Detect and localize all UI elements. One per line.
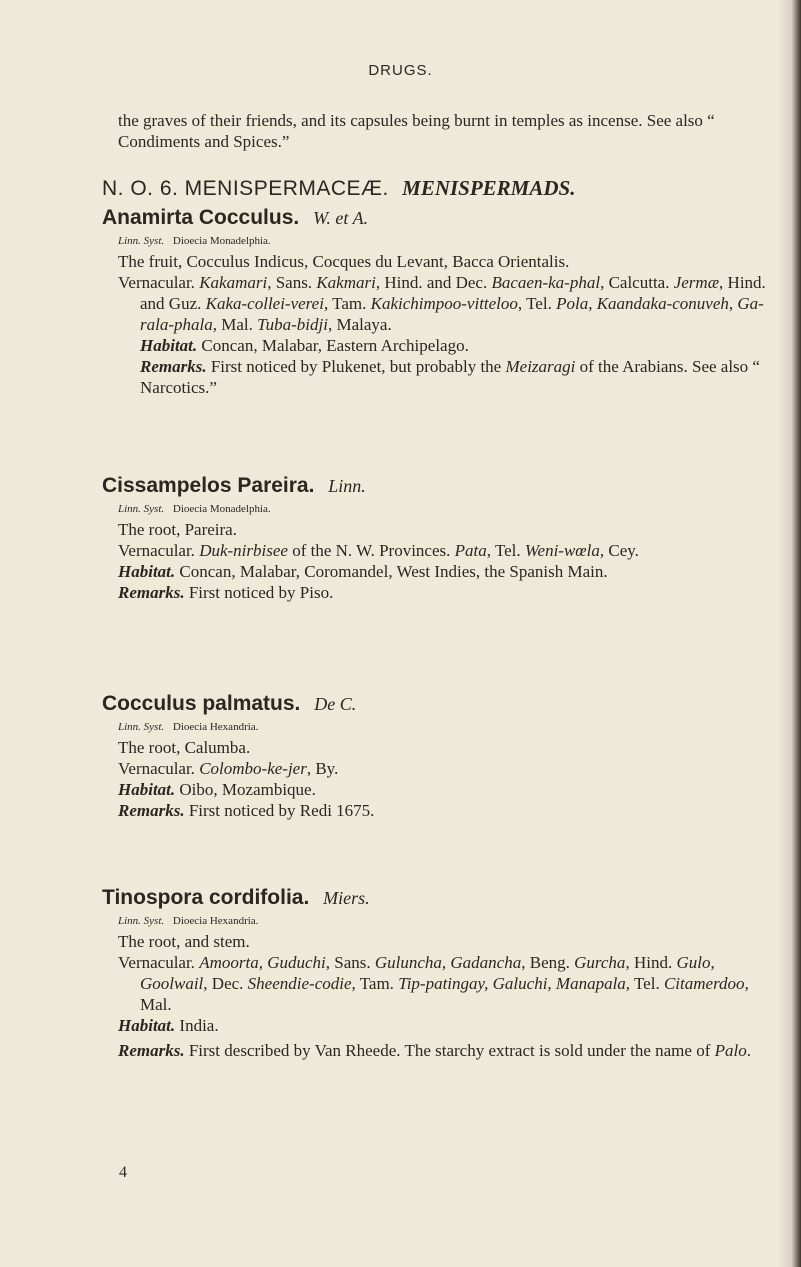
intro-paragraph: the graves of their friends, and its capsules being burnt in temples as incense. See also “ Condiments and Spices.” — [118, 111, 715, 151]
vernacular-names — [199, 759, 338, 778]
habitat-line — [118, 1015, 768, 1036]
part-used: The root, Pareira. — [118, 520, 237, 539]
text-run: , Tam. — [323, 294, 371, 313]
habitat-value: Oibo, Mozambique. — [179, 780, 316, 799]
linn-label: Linn. Syst. — [118, 503, 165, 515]
drug-entry — [102, 474, 768, 603]
text-run: Bacaen-ka-phal — [491, 273, 601, 292]
habitat-line — [118, 779, 768, 800]
species-name: Anamirta Cocculus. — [102, 206, 300, 229]
text-run: , Sans. — [325, 953, 375, 972]
text-run: , Cey. — [599, 541, 639, 560]
drug-entry — [102, 886, 768, 1061]
text-run: , Tel. — [517, 294, 557, 313]
linnaean-system — [118, 915, 768, 927]
text-run: , By. — [306, 759, 339, 778]
remarks-text — [189, 1041, 751, 1060]
entry-title — [102, 474, 768, 498]
linnaean-system — [118, 503, 768, 515]
text-run: , — [588, 294, 597, 313]
linn-value: Dioecia Hexandria. — [172, 915, 259, 927]
text-run: , Sans. — [267, 273, 317, 292]
text-run: Kakichimpoo-vitteloo — [370, 294, 518, 313]
text-run: , Malaya. — [327, 315, 392, 334]
text-run: Meizaragi — [505, 357, 576, 376]
text-run: Jermæ — [673, 273, 720, 292]
text-run: Kaka-collei-verei — [205, 294, 324, 313]
remarks-line — [118, 582, 768, 603]
remarks-line — [118, 356, 768, 398]
remarks-text — [189, 801, 375, 820]
text-run: , Tam. — [351, 974, 399, 993]
linn-label: Linn. Syst. — [118, 235, 165, 247]
remarks-line — [118, 800, 768, 821]
text-run: , Calcutta. — [600, 273, 674, 292]
text-run: Colombo-ke-jer — [199, 759, 307, 778]
text-run: , Hind. and Dec. — [375, 273, 492, 292]
linn-value: Dioecia Monadelphia. — [172, 235, 271, 247]
remarks-text — [189, 583, 334, 602]
running-head: DRUGS. — [368, 62, 433, 79]
remarks-text — [140, 357, 760, 397]
vernacular-line — [118, 758, 768, 779]
text-run: , Hind. — [625, 953, 677, 972]
entry-title — [102, 886, 768, 910]
text-run: First described by Van Rheede. The starchy extract is sold under the name of — [188, 1041, 715, 1060]
text-run: , — [728, 294, 738, 313]
text-run: First noticed by Plukenet, but probably the — [210, 357, 506, 376]
text-run: , Mal. — [140, 974, 749, 1014]
linnaean-system — [118, 721, 768, 733]
linn-label: Linn. Syst. — [118, 721, 165, 733]
vernacular-label: Vernacular. — [118, 273, 195, 292]
species-name: Cissampelos Pareira. — [102, 474, 315, 497]
habitat-label: Habitat. — [118, 780, 176, 799]
part-used: The root, and stem. — [118, 932, 250, 951]
text-run: Citamerdoo — [663, 974, 745, 993]
species-author: W. et A. — [313, 208, 369, 228]
text-run: Duk-nirbisee — [199, 541, 288, 560]
linnaean-system — [118, 235, 768, 247]
text-run: First noticed by Piso. — [188, 583, 334, 602]
vernacular-label: Vernacular. — [118, 541, 195, 560]
text-run: , Beng. — [521, 953, 575, 972]
text-run: Kaandaka-conuveh — [596, 294, 729, 313]
text-run: Tuba-bidji — [257, 315, 328, 334]
text-run: of the N. W. Provinces. — [287, 541, 455, 560]
text-run: . — [746, 1041, 751, 1060]
text-run: Amoorta, Guduchi — [199, 953, 326, 972]
drug-entry — [102, 692, 768, 821]
text-run: Sheendie-codie — [247, 974, 352, 993]
species-name: Cocculus palmatus. — [102, 692, 301, 715]
vernacular-line — [118, 540, 768, 561]
habitat-value: Concan, Malabar, Coromandel, West Indies, the Spanish Main. — [179, 562, 608, 581]
habitat-line — [118, 335, 768, 356]
vernacular-label: Vernacular. — [118, 953, 195, 972]
habitat-label: Habitat. — [118, 562, 176, 581]
remarks-label: Remarks. — [140, 357, 207, 376]
text-run: , Dec. — [203, 974, 248, 993]
vernacular-names — [140, 953, 749, 1014]
drug-entry — [102, 206, 768, 398]
remarks-line — [118, 1040, 768, 1061]
text-run: , Mal. — [212, 315, 258, 334]
species-author: De C. — [314, 694, 357, 714]
habitat-label: Habitat. — [118, 1016, 176, 1035]
entry-title — [102, 692, 768, 716]
text-run: Guluncha, Gadancha — [374, 953, 522, 972]
text-run: Gulo, Goolwail — [140, 953, 715, 993]
remarks-label: Remarks. — [118, 583, 185, 602]
species-name: Tinospora cordifolia. — [102, 886, 310, 909]
text-run: Tip-patingay, Galuchi, Manapala — [398, 974, 626, 993]
page-edge — [777, 0, 801, 1267]
linn-value: Dioecia Hexandria. — [172, 721, 259, 733]
text-run: Ga-rala-phala — [140, 294, 764, 334]
remarks-label: Remarks. — [118, 1041, 185, 1060]
habitat-label: Habitat. — [140, 336, 198, 355]
text-run: , Tel. — [486, 541, 525, 560]
linn-value: Dioecia Monadelphia. — [172, 503, 271, 515]
part-used: The root, Calumba. — [118, 738, 251, 757]
text-run: Pola — [556, 294, 589, 313]
habitat-line — [118, 561, 768, 582]
vernacular-line — [118, 272, 768, 335]
linn-label: Linn. Syst. — [118, 915, 165, 927]
text-run: , Tel. — [625, 974, 664, 993]
vernacular-label: Vernacular. — [118, 759, 195, 778]
vernacular-line — [118, 952, 768, 1015]
english-name: MENISPERMADS. — [402, 176, 576, 200]
species-author: Miers. — [323, 888, 370, 908]
text-run: Kakmari — [316, 273, 376, 292]
text-run: Palo — [714, 1041, 747, 1060]
entry-title — [102, 206, 768, 230]
page-number: 4 — [119, 1164, 127, 1181]
section-heading — [102, 176, 762, 201]
text-run: , Hind. and Guz. — [140, 273, 766, 313]
text-run: of the Arabians. See also “ Narcotics.” — [140, 357, 760, 397]
text-run: Kakamari — [199, 273, 268, 292]
text-run: Pata — [454, 541, 487, 560]
habitat-value: India. — [179, 1016, 219, 1035]
part-used: The fruit, Cocculus Indicus, Cocques du Levant, Bacca Orientalis. — [118, 252, 570, 271]
species-author: Linn. — [328, 476, 366, 496]
text-run: First noticed by Redi 1675. — [188, 801, 375, 820]
text-run: Weni-wœla — [524, 541, 600, 560]
text-run: Gurcha — [574, 953, 626, 972]
natural-order: N. O. 6. MENISPERMACEÆ. — [102, 177, 389, 200]
vernacular-names — [199, 541, 639, 560]
remarks-label: Remarks. — [118, 801, 185, 820]
habitat-value: Concan, Malabar, Eastern Archipelago. — [201, 336, 469, 355]
vernacular-names — [140, 273, 766, 334]
